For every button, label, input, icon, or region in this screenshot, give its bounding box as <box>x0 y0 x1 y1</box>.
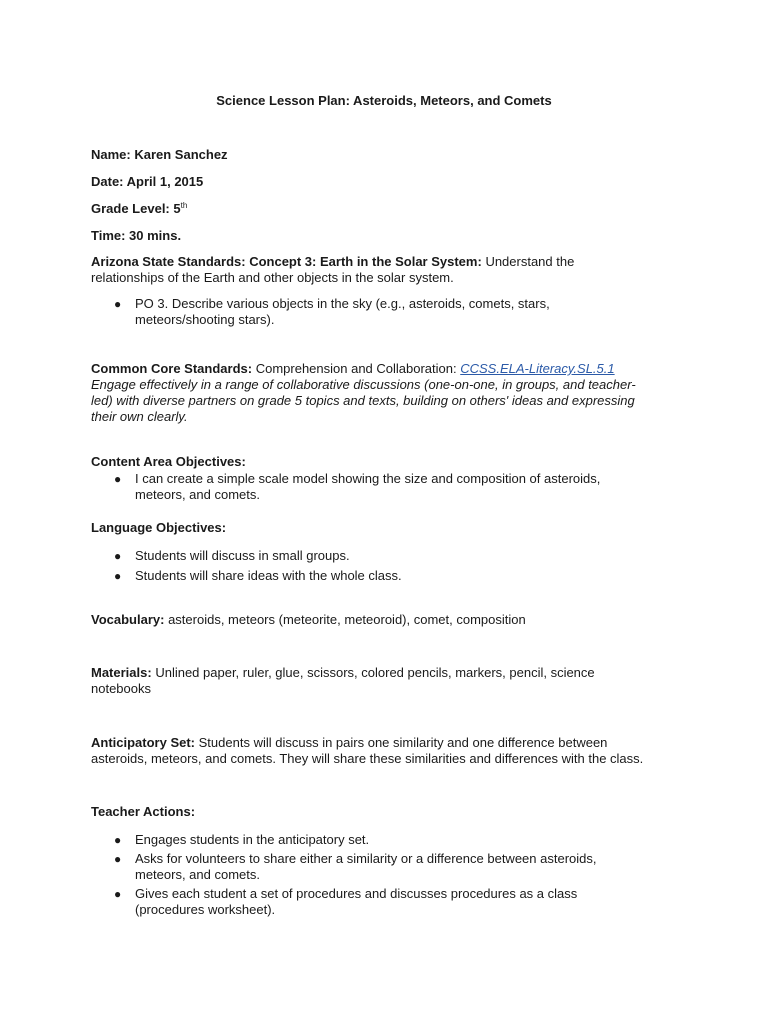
content-objectives-heading: Content Area Objectives: <box>91 454 246 469</box>
grade-superscript: th <box>180 201 188 210</box>
arizona-standards <box>91 254 681 286</box>
list-item: ● Gives each student a set of procedures and discusses procedures as a class (procedures worksheet). <box>114 886 578 917</box>
grade-line: Grade Level: 5th <box>91 201 188 216</box>
arizona-text-rest: relationships of the Earth and other objects in the solar system. <box>91 270 454 285</box>
language-objectives-heading: Language Objectives: <box>91 520 227 535</box>
list-item: ● Engages students in the anticipatory set. <box>114 832 370 847</box>
bullet-icon: ● <box>114 833 122 847</box>
vocabulary <box>91 612 681 628</box>
materials-text-rest: notebooks <box>91 681 151 696</box>
anticipatory-text-rest: asteroids, meteors, and comets. They will share these similarities and differences with the class. <box>91 751 644 766</box>
bullet-icon: ● <box>114 852 122 866</box>
vocabulary-text: asteroids, meteors (meteorite, meteoroid), comet, composition <box>168 612 526 627</box>
teacher-actions-bullets <box>91 832 651 918</box>
bullet-icon: ● <box>114 569 122 583</box>
arizona-text: Understand the <box>485 254 575 269</box>
common-core-text: Comprehension and Collaboration: <box>255 361 457 376</box>
common-core-label: Common Core Standards: <box>91 361 253 376</box>
list-item: ● Students will share ideas with the whole class. <box>114 568 402 583</box>
time-line: Time: 30 mins. <box>91 228 182 243</box>
anticipatory-set <box>91 735 681 767</box>
materials <box>91 665 681 697</box>
teacher-actions-heading: Teacher Actions: <box>91 804 196 819</box>
list-item: ● I can create a simple scale model showing the size and composition of asteroids, meteors, and comets. <box>114 471 601 502</box>
document-title: Science Lesson Plan: Asteroids, Meteors, and Comets <box>216 93 552 108</box>
bullet-icon: ● <box>114 472 122 486</box>
list-item: ● Asks for volunteers to share either a similarity or a difference between asteroids, meteors, and comets. <box>114 851 597 882</box>
materials-text: Unlined paper, ruler, glue, scissors, colored pencils, markers, pencil, science <box>155 665 595 680</box>
common-core-standards: Common Core Standards: Comprehension and Collaboration: CCSS.ELA-Literacy.SL.5.1 Engage effectively in a range of collaborative discussions (one-on-one, in groups, and teacher- led) with diverse partners on grade 5 topics and texts, building on others' ideas and expressing their own clearly. <box>91 361 636 424</box>
content-objectives-bullets <box>91 471 651 503</box>
date-line: Date: April 1, 2015 <box>91 174 204 189</box>
list-item: ● PO 3. Describe various objects in the sky (e.g., asteroids, comets, stars, meteors/shooting stars). <box>114 296 550 327</box>
name-line: Name: Karen Sanchez <box>91 147 228 162</box>
arizona-label: Arizona State Standards: Concept 3: Earth in the Solar System: <box>91 254 482 269</box>
anticipatory-label: Anticipatory Set: <box>91 735 196 750</box>
materials-label: Materials: <box>91 665 152 680</box>
vocabulary-label: Vocabulary: <box>91 612 165 627</box>
arizona-bullets <box>91 296 651 328</box>
ccss-link[interactable]: CCSS.ELA-Literacy.SL.5.1 <box>460 361 615 376</box>
anticipatory-text: Students will discuss in pairs one similarity and one difference between <box>198 735 608 750</box>
language-objectives-bullets <box>91 548 651 584</box>
bullet-icon: ● <box>114 549 122 563</box>
bullet-icon: ● <box>114 887 122 901</box>
bullet-icon: ● <box>114 297 122 311</box>
list-item: ● Students will discuss in small groups. <box>114 548 350 563</box>
